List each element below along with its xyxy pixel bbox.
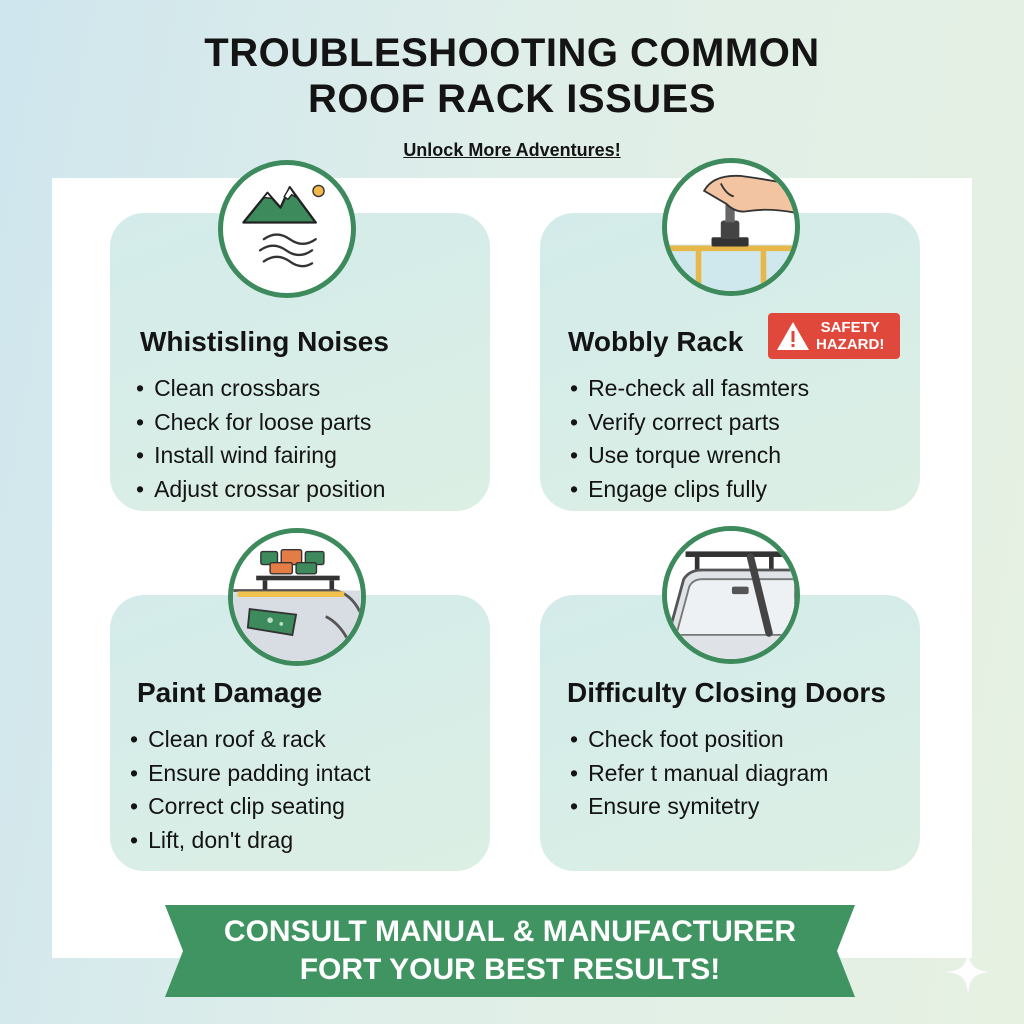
card-list [130,723,371,857]
list-item: • Engage clips fully [570,473,809,507]
list-item: • Check foot position [570,723,828,757]
list-item: • Correct clip seating [130,790,371,824]
list-item: • Clean crossbars [136,372,385,406]
badge-line-2: HAZARD! [816,336,885,353]
card-heading: Whistisling Noises [140,326,389,357]
footer-line-2: FORT YOUR BEST RESULTS! [299,953,721,986]
warning-icon [776,320,810,352]
list-item: • Check for loose parts [136,406,385,440]
list-item: • Install wind fairing [136,439,385,473]
car-door-rack-icon [662,526,800,664]
card-list [570,372,809,506]
badge-line-1: SAFETY [820,319,880,336]
title-line-2: ROOF RACK ISSUES [307,77,717,121]
footer-line-1: CONSULT MANUAL & MANUFACTURER [223,915,797,948]
card-list [570,723,828,824]
list-item: • Re-check all fasmters [570,372,809,406]
subtitle-link[interactable]: Unlock More Adventures! [403,140,621,160]
list-item: • Verify correct parts [570,406,809,440]
hand-wrench-icon [662,158,800,296]
safety-hazard-badge [768,313,900,359]
title-line-1: TROUBLESHOOTING COMMON [204,31,820,75]
footer-banner [165,905,855,997]
mountain-wind-icon [218,160,356,298]
badge-label [816,319,884,353]
footer-banner-text [165,913,855,989]
card-heading: Paint Damage [137,677,323,708]
car-roof-cargo-icon [228,528,366,666]
card-heading: Difficulty Closing Doors [567,677,886,708]
sparkle-icon [944,948,992,996]
card-list [136,372,385,506]
list-item: • Use torque wrench [570,439,809,473]
page-title [0,30,1024,122]
list-item: • Ensure padding intact [130,757,371,791]
list-item: • Clean roof & rack [130,723,371,757]
list-item: • Lift, don't drag [130,824,371,858]
list-item: • Adjust crossar position [136,473,385,507]
list-item: • Ensure symitetry [570,790,828,824]
card-heading: Wobbly Rack [568,326,744,357]
list-item: • Refer t manual diagram [570,757,828,791]
